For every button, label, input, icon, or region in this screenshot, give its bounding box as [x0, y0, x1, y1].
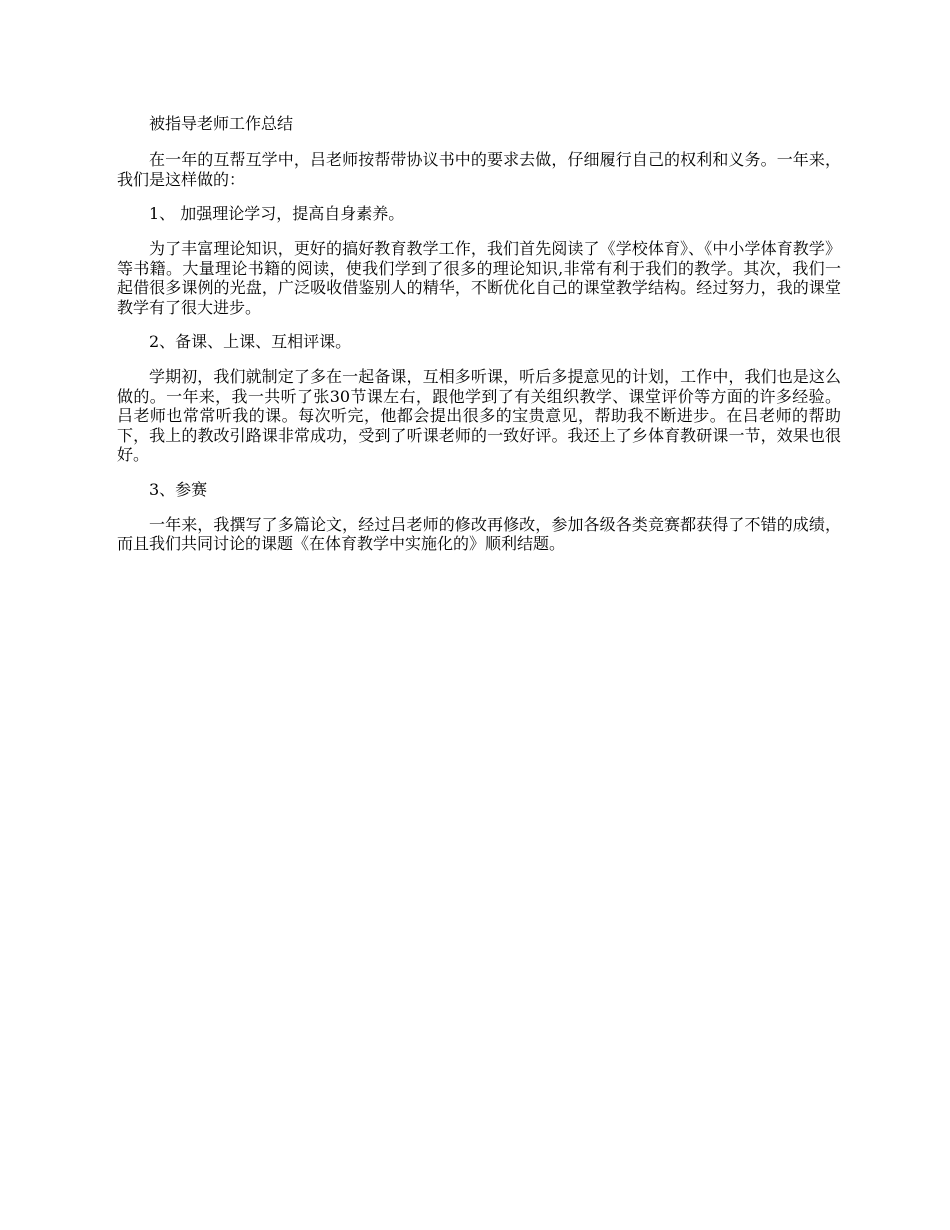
document-title: 被指导老师工作总结 — [149, 114, 294, 133]
intro-paragraph: 在一年的互帮互学中，吕老师按帮带协议书中的要求去做，仔细履行自己的权利和义务。一年来，我们是这样做的： — [117, 150, 841, 189]
section1-heading: 1、 加强理论学习，提高自身素养。 — [149, 204, 405, 223]
section3-heading: 3、参赛 — [149, 479, 208, 499]
section1-paragraph: 为了丰富理论知识，更好的搞好教育教学工作，我们首先阅读了《学校体育》、《中小学体育教学》等书籍。大量理论书籍的阅读，使我们学到了很多的理论知识,非常有利于我们的教学。其次，我们一起借很多课例的光盘，广泛吸收借鉴别人的精华，不断优化自己的课堂教学结构。经过努力，我的课堂教学有了很大进步。 — [117, 239, 841, 317]
section2-paragraph: 学期初，我们就制定了多在一起备课，互相多听课，听后多提意见的计划，工作中，我们也是这么做的。一年来，我一共听了张30节课左右，跟他学到了有关组织教学、课堂评价等方面的许多经验。吕老师也常常听我的课。每次听完，他都会提出很多的宝贵意见，帮助我不断进步。在吕老师的帮助下，我上的教改引路课非常成功，受到了听课老师的一致好评。我还上了乡体育教研课一节，效果也很好。 — [117, 367, 841, 464]
section3-paragraph: 一年来，我撰写了多篇论文，经过吕老师的修改再修改，参加各级各类竞赛都获得了不错的成绩，而且我们共同讨论的课题《在体育教学中实施化的》顺利结题。 — [117, 514, 841, 553]
document-page — [117, 112, 841, 567]
section2-heading: 2、备课、上课、互相评课。 — [149, 332, 352, 351]
